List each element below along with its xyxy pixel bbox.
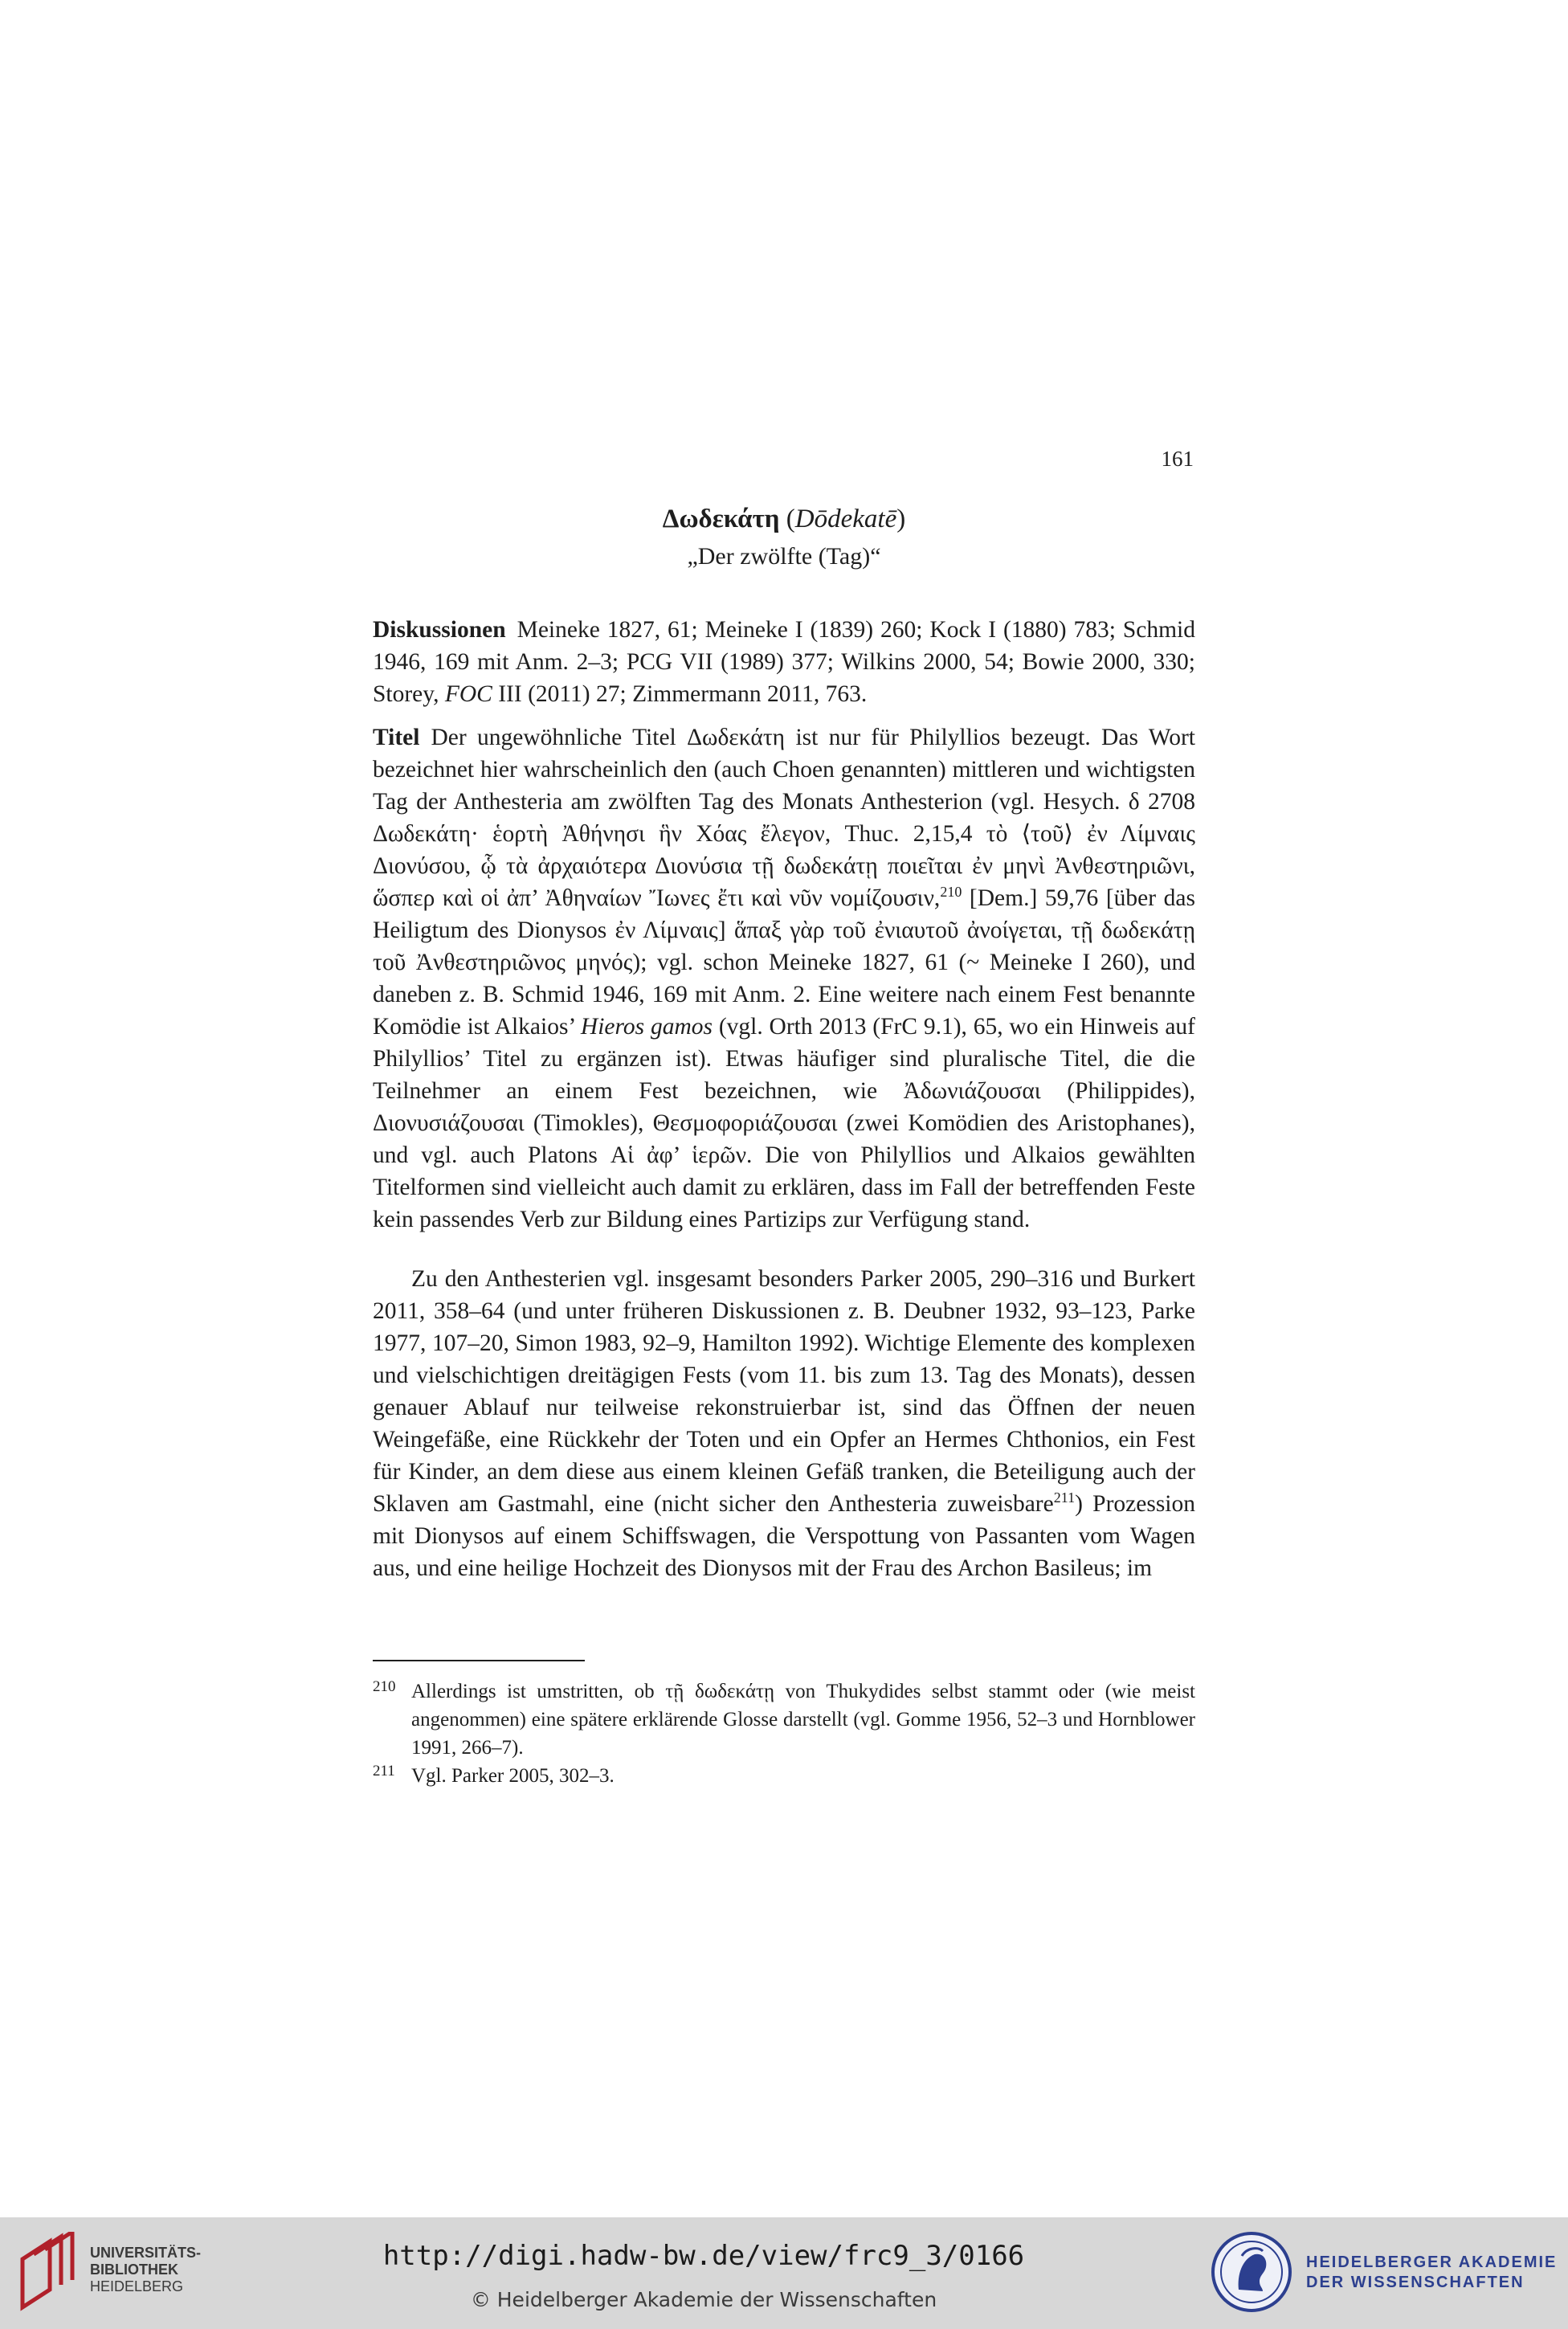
academy-seal-icon[interactable] [1210,2230,1293,2314]
permalink-url[interactable]: http://digi.hadw-bw.de/view/frc9_3/0166 [382,2240,1025,2272]
title-transliteration: Dōdekatē [794,505,897,533]
footnote [373,1677,1195,1762]
copyright-notice: © Heidelberger Akademie der Wissenschaften [470,2288,937,2311]
footnote-ref-210[interactable]: 210 [940,884,962,901]
titel-text-continued: [Dem.] 59,76 [über das Heiligtum des Dionysos ἐν Λίμναις] ἅπαξ γὰρ τοῦ ἐνιαυτοῦ ἀνοίγεται, τῇ δωδεκάτῃ τοῦ Ἀνθεστηριῶνος μηνός); vgl. schon Meineke 1827, 61 (~ Meineke I 260), und daneben z. B. Schmid 1946, 169 mit Anm. 2. Eine weitere nach einem Fest benannte Komödie ist Alkaios’ [373,885,1195,1040]
discussions-label: Diskussionen [373,617,506,643]
titel-label: Titel [373,725,420,750]
footnote-ref-211[interactable]: 211 [1053,1489,1076,1506]
ub-name-line-3: HEIDELBERG [90,2278,184,2294]
academy-name [1306,2253,1557,2293]
page-title [373,505,1195,534]
titel-paragraph [373,721,1195,1236]
discussions-text: Meineke 1827, 61; Meineke I (1839) 260; Kock I (1880) 783; Schmid 1946, 169 mit Anm. 2–3; PCG VII (1989) 377; Wilkins 2000, 54; Bowie 2000, 330; Storey, [373,617,1195,707]
discussions-paragraph [373,614,1195,710]
footnote-number: 210 [373,1678,396,1695]
title-open-paren: ( [779,505,795,533]
footnote-rule [373,1660,585,1661]
page-number: 161 [1161,447,1194,471]
footnote-number: 211 [373,1763,395,1779]
footnote [373,1762,1195,1790]
academy-name-line-2: DER WISSENSCHAFTEN [1306,2274,1525,2291]
titel-text: Der ungewöhnliche Titel Δωδεκάτη ist nur für Philyllios bezeugt. Das Wort bezeichnet hier wahrscheinlich den (auch Choen genannten) mittleren und wichtigsten Tag der Anthesteria am zwölften Tag des Monats Anthesterion (vgl. Hesych. δ 2708 Δωδεκάτη· ἑορτὴ Ἀθήνησι ἣν Χόας ἔλεγον, Thuc. 2,15,4 τὸ ⟨τοῦ⟩ ἐν Λίμναις Διονύσου, ᾧ τὰ ἀρχαιότερα Διονύσια τῇ δωδεκάτῃ ποιεῖται ἐν μηνὶ Ἀνθεστηριῶνι, ὥσπερ καὶ οἱ ἀπ’ Ἀθηναίων Ἴωνες ἔτι καὶ νῦν νομίζουσιν, [373,725,1195,911]
page-subtitle: „Der zwölfte (Tag)“ [687,543,881,570]
ub-name-line-2: BIBLIOTHEK [90,2262,178,2278]
ub-name-line-1: UNIVERSITÄTS- [90,2245,202,2261]
titel-italic: Hieros gamos [580,1014,713,1040]
para2-text: Zu den Anthesterien vgl. insgesamt besonders Parker 2005, 290–316 und Burkert 2011, 358–64 (und unter früheren Diskussionen z. B. Deubner 1932, 93–123, Parke 1977, 107–20, Simon 1983, 92–9, Hamilton 1992). Wichtige Elemente des komplexen und vielschichtigen dreitägigen Fests (vom 11. bis zum 13. Tag des Monats), dessen genauer Ablauf nur teilweise rekonstruierbar ist, sind das Öffnen der neuen Weingefäße, eine Rückkehr der Toten und ein Opfer an Hermes Chthonios, ein Fest für Kinder, an dem diese aus einem kleinen Gefäß tranken, die Beteiligung auch der Sklaven am Gastmahl, eine (nicht sicher den Anthesteria zuweisbare [373,1266,1195,1517]
footnote-text: Allerdings ist umstritten, ob τῇ δωδεκάτῃ von Thukydides selbst stammt oder (wie meist angenommen) eine spätere erklärende Glosse darstellt (vgl. Gomme 1956, 52–3 und Hornblower 1991, 266–7). [411,1681,1195,1759]
academy-name-line-1: HEIDELBERGER AKADEMIE [1306,2253,1558,2271]
titel-text-end: (vgl. Orth 2013 (FrC 9.1), 65, wo ein Hinweis auf Philyllios’ Titel zu ergänzen ist). Etwas häufiger sind pluralische Titel, die die Teilnehmer an einem Fest bezeichnen, wie Ἀδωνιάζουσαι (Philippides), Διονυσιάζουσαι (Timokles), Θεσμοφοριάζουσαι (zwei Komödien des Aristophanes), und vgl. auch Platons Αἱ ἀφ’ ἱερῶν. Die von Philyllios und Alkaios gewählten Titelformen sind vielleicht auch damit zu erklären, dass im Fall der betreffenden Feste kein passendes Verb zur Bildung eines Partizips zur Verfügung stand. [373,1014,1195,1232]
discussions-text-end: III (2011) 27; Zimmermann 2011, 763. [492,681,868,707]
title-greek: Δωδεκάτη [662,505,780,533]
footnote-text: Vgl. Parker 2005, 302–3. [411,1765,615,1787]
footer-bar [0,2217,1568,2329]
discussions-italic: FOC [444,681,492,707]
anthesterien-paragraph [373,1263,1195,1584]
para2-text-end: ) Prozession mit Dionysos auf einem Schiffswagen, die Verspottung von Passanten vom Wagen aus, und eine heilige Hochzeit des Dionysos mit der Frau des Archon Basileus; im [373,1491,1196,1581]
title-close-paren: ) [896,505,906,533]
